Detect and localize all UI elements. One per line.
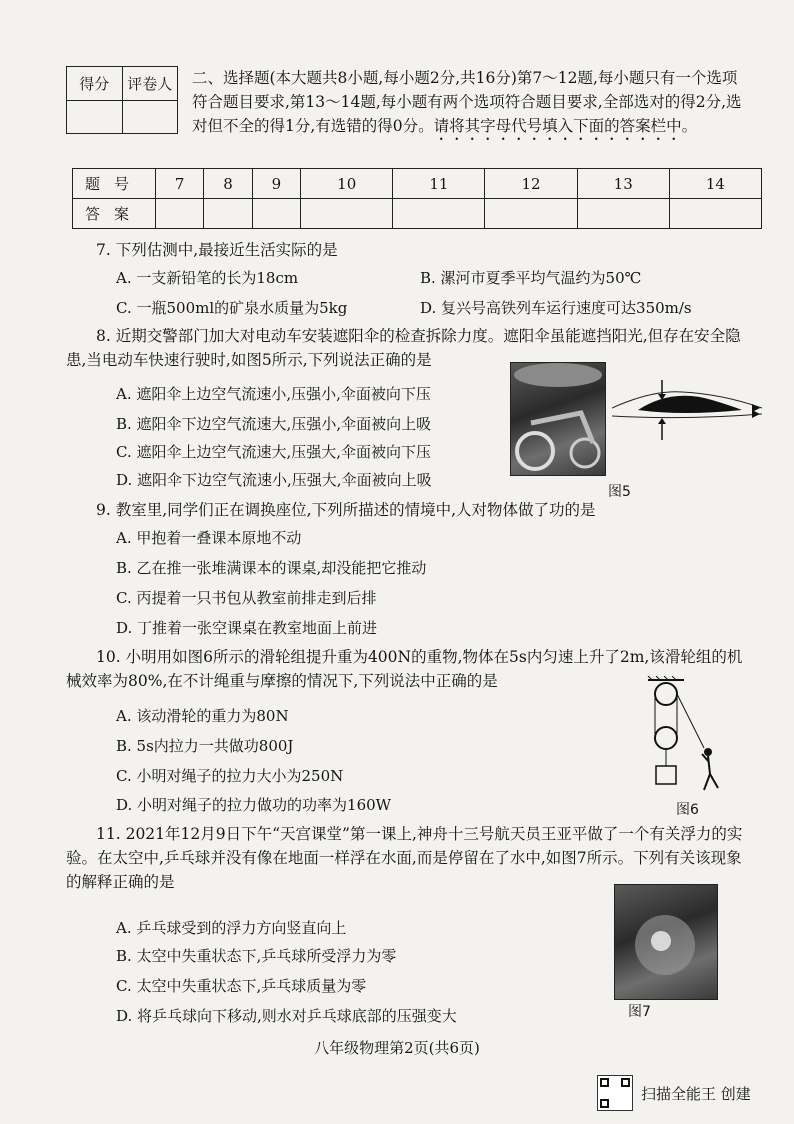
answer-table-number-row: [73, 169, 762, 199]
page-footer: 八年级物理第2页(共6页): [314, 1039, 480, 1057]
qr-code-icon: [597, 1075, 633, 1111]
answer-cell[interactable]: [252, 199, 300, 229]
question-10-option-a: A. 该动滑轮的重力为80N: [116, 707, 289, 725]
answer-table: [72, 168, 762, 229]
question-9-option-a: A. 甲抱着一叠课本原地不动: [116, 529, 302, 547]
question-10-option-c: C. 小明对绳子的拉力大小为250N: [116, 767, 344, 785]
grader-blank[interactable]: [122, 101, 178, 134]
grader-label: 评卷人: [122, 67, 178, 100]
figure-7-photo: [614, 884, 718, 1000]
answer-cell[interactable]: [485, 199, 577, 229]
answer-cell[interactable]: [669, 199, 761, 229]
answer-table-number: 14: [669, 169, 761, 199]
answer-table-number-label: 题号: [73, 169, 156, 199]
question-11-stem: 11. 2021年12月9日下午“天宫课堂”第一课上,神舟十三号航天员王亚平做了一个有关浮力的实验。在太空中,乒乓球并没有像在地面一样浮在水面,而是停留在了水中,如图7所示。下列有关该现象的解释正确的是: [66, 825, 743, 891]
question-8-option-b: B. 遮阳伞下边空气流速大,压强小,伞面被向上吸: [116, 415, 432, 433]
question-11-option-c: C. 太空中失重状态下,乒乓球质量为零: [116, 977, 367, 995]
score-box: [66, 66, 178, 134]
question-11-option-d: D. 将乒乓球向下移动,则水对乒乓球底部的压强变大: [116, 1007, 457, 1025]
answer-cell[interactable]: [156, 199, 204, 229]
answer-table-number: 8: [204, 169, 252, 199]
question-7-stem: 7. 下列估测中,最接近生活实际的是: [96, 241, 338, 259]
answer-cell[interactable]: [204, 199, 252, 229]
answer-table-number: 7: [156, 169, 204, 199]
question-9-option-c: C. 丙提着一只书包从教室前排走到后排: [116, 589, 377, 607]
section-instructions-text: 二、选择题(本大题共8小题,每小题2分,共16分)第7～12题,每小题只有一个选项符合题目要求,第13～14题,每小题有两个选项符合题目要求,全部选对的得2分,选对但不全的得1分,有选错的得0分。: [192, 69, 742, 135]
score-label: 得分: [79, 75, 110, 93]
question-8-option-a: A. 遮阳伞上边空气流速小,压强小,伞面被向下压: [116, 385, 431, 403]
scooter-icon: [511, 363, 605, 475]
answer-cell[interactable]: [301, 199, 393, 229]
answer-table-number: 9: [252, 169, 300, 199]
question-7-option-a: A. 一支新铅笔的长为18cm: [116, 269, 299, 287]
question-7-option-c: C. 一瓶500ml的矿泉水质量为5kg: [116, 299, 348, 317]
answer-table-answer-row: [73, 199, 762, 229]
question-9-stem: 9. 教室里,同学们正在调换座位,下列所描述的情境中,人对物体做了功的是: [96, 501, 596, 519]
question-11-option-a: A. 乒乓球受到的浮力方向竖直向上: [116, 919, 347, 937]
scanner-watermark: [597, 1075, 751, 1111]
score-blank[interactable]: [67, 101, 122, 134]
question-8-option-d: D. 遮阳伞下边空气流速小,压强大,伞面被向上吸: [116, 471, 432, 489]
question-10-stem: 10. 小明用如图6所示的滑轮组提升重为400N的重物,物体在5s内匀速上升了2m,该滑轮组的机械效率为80%,在不计绳重与摩擦的情况下,下列说法中正确的是: [66, 648, 743, 690]
watermark-text: 扫描全能王 创建: [641, 1084, 751, 1103]
question-7-option-b: B. 漯河市夏季平均气温约为50℃: [420, 269, 642, 287]
answer-table-number: 10: [301, 169, 393, 199]
answer-table-number: 11: [393, 169, 485, 199]
answer-cell[interactable]: [577, 199, 669, 229]
figure-5-caption: 图5: [608, 484, 631, 500]
question-10-option-d: D. 小明对绳子的拉力做功的功率为160W: [116, 796, 392, 814]
question-10-option-b: B. 5s内拉力一共做功800J: [116, 737, 294, 755]
figure-6-caption: 图6: [676, 802, 699, 818]
figure-5-airflow-diagram: [612, 380, 762, 440]
pingpong-ball-icon: [615, 885, 717, 999]
question-9-option-b: B. 乙在推一张堆满课本的课桌,却没能把它推动: [116, 559, 427, 577]
answer-table-answer-label: 答案: [73, 199, 156, 229]
section-instructions: [192, 66, 752, 144]
question-8-stem: 8. 近期交警部门加大对电动车安装遮阳伞的检查拆除力度。遮阳伞虽能遮挡阳光,但存在安全隐患,当电动车快速行驶时,如图5所示,下列说法正确的是: [66, 327, 741, 369]
answer-table-number: 12: [485, 169, 577, 199]
answer-cell[interactable]: [393, 199, 485, 229]
section-instructions-emphasis: 请将其字母代号填入下面的答案栏中。: [433, 117, 698, 135]
question-9-option-d: D. 丁推着一张空课桌在教室地面上前进: [116, 619, 378, 637]
answer-table-number: 13: [577, 169, 669, 199]
question-8-option-c: C. 遮阳伞上边空气流速大,压强大,伞面被向下压: [116, 443, 432, 461]
question-7-option-d: D. 复兴号高铁列车运行速度可达350m/s: [420, 299, 692, 317]
figure-6-pulley-diagram: [634, 676, 724, 794]
figure-5-scooter-photo: [510, 362, 606, 476]
question-11-option-b: B. 太空中失重状态下,乒乓球所受浮力为零: [116, 947, 397, 965]
figure-7-caption: 图7: [628, 1004, 651, 1020]
